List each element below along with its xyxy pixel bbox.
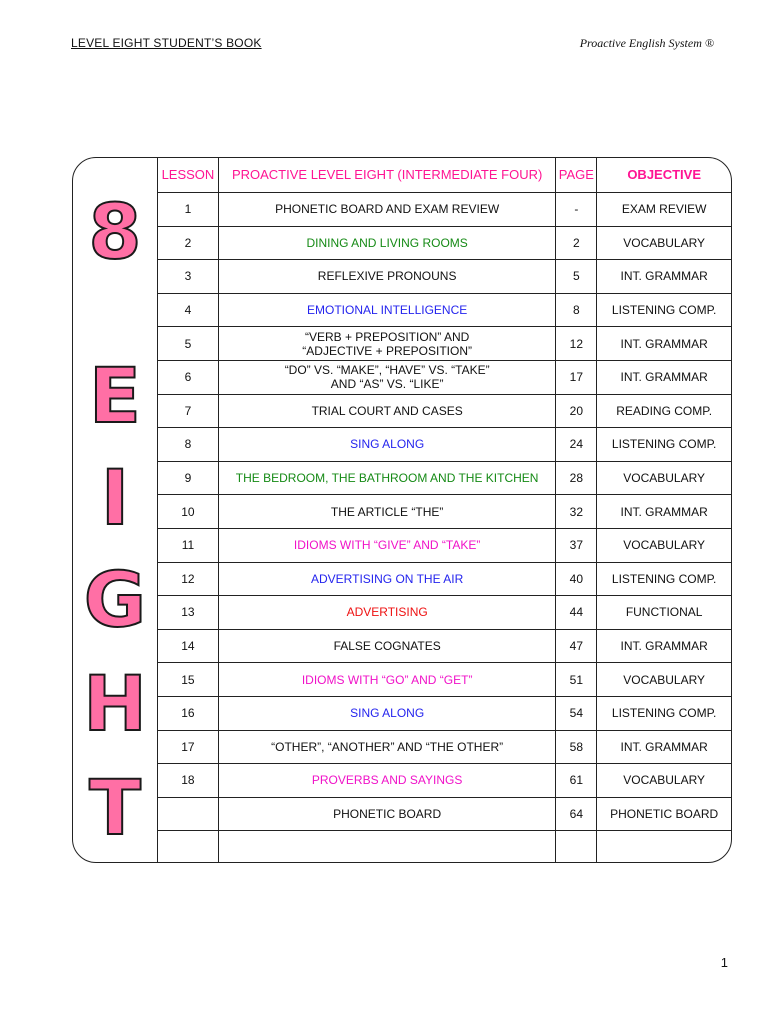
page-ref: 5 [556,260,597,294]
page-ref: 58 [556,730,597,764]
lesson-title [218,428,556,462]
lesson-number: 12 [158,562,219,596]
lesson-title [218,193,556,227]
lesson-title [218,461,556,495]
lesson-title [218,696,556,730]
lesson-title-line: FALSE COGNATES [333,639,441,654]
page-ref: 28 [556,461,597,495]
page-ref: 37 [556,528,597,562]
table-row [158,461,732,495]
table-row [158,764,732,798]
lesson-title-line: ADVERTISING [346,605,428,620]
lesson-title [218,260,556,294]
lesson-objective: VOCABULARY [597,764,731,798]
table-row [158,562,732,596]
page-ref: 51 [556,663,597,697]
lesson-number: 17 [158,730,219,764]
lesson-number: 15 [158,663,219,697]
page-ref: 64 [556,797,597,831]
lesson-objective: INT. GRAMMAR [597,327,731,361]
table-row [158,831,732,863]
table-row [158,394,732,428]
lesson-number: 13 [158,596,219,630]
lesson-title-line: IDIOMS WITH “GIVE” AND “TAKE” [293,538,481,553]
lesson-number: 3 [158,260,219,294]
lesson-title-line: SING ALONG [350,706,425,721]
lesson-objective: INT. GRAMMAR [597,495,731,529]
page-ref: 8 [556,293,597,327]
page-ref: - [556,193,597,227]
header-objective: OBJECTIVE [597,158,731,193]
page-ref: 32 [556,495,597,529]
page-ref: 2 [556,226,597,260]
lesson-objective: INT. GRAMMAR [597,629,731,663]
table-row [158,797,732,831]
lesson-title-line: REFLEXIVE PRONOUNS [317,269,457,284]
lesson-title-line: THE BEDROOM, THE BATHROOM AND THE KITCHEN [235,471,539,486]
lesson-title-line: PHONETIC BOARD AND EXAM REVIEW [275,202,500,217]
lesson-title-line: “ADJECTIVE + PREPOSITION” [302,343,472,358]
table-of-contents [157,158,731,863]
lesson-objective: PHONETIC BOARD [597,797,731,831]
lesson-objective: VOCABULARY [597,461,731,495]
lesson-objective: EXAM REVIEW [597,193,731,227]
document-header-title: LEVEL EIGHT STUDENT’S BOOK [71,36,262,50]
side-letter-e: E [89,351,141,440]
lesson-title [218,327,556,361]
document-header-brand: Proactive English System ® [579,36,714,50]
lesson-objective: VOCABULARY [597,663,731,697]
page-ref: 47 [556,629,597,663]
lesson-title-line: ADVERTISING ON THE AIR [311,571,464,586]
lesson-title-line: TRIAL COURT AND CASES [311,403,463,418]
table-row [158,730,732,764]
lesson-objective: LISTENING COMP. [597,293,731,327]
lesson-objective: VOCABULARY [597,528,731,562]
lesson-number: 6 [158,360,219,394]
lesson-number: 11 [158,528,219,562]
lesson-title [218,360,556,394]
lesson-number: 18 [158,764,219,798]
lesson-number: 2 [158,226,219,260]
header-title: PROACTIVE LEVEL EIGHT (INTERMEDIATE FOUR) [218,158,556,193]
lesson-objective: INT. GRAMMAR [597,260,731,294]
page-number: 1 [720,955,728,970]
lesson-title-line: PHONETIC BOARD [333,806,442,821]
side-letter-8: 8 [88,187,142,276]
lesson-title [218,797,556,831]
page-ref: 40 [556,562,597,596]
lesson-number: 9 [158,461,219,495]
lesson-title-line: “VERB + PREPOSITION” AND [304,329,470,344]
lesson-title-line: IDIOMS WITH “GO” AND “GET” [301,672,473,687]
lesson-objective: INT. GRAMMAR [597,360,731,394]
table-row [158,260,732,294]
lesson-title-line: THE ARTICLE “THE” [330,504,444,519]
header-lesson: LESSON [158,158,219,193]
lesson-title [218,394,556,428]
table-row [158,629,732,663]
lesson-number [158,831,219,863]
contents-card [72,157,732,863]
table-row [158,226,732,260]
page-ref [556,831,597,863]
side-letter-g: G [83,555,147,644]
lesson-title [218,293,556,327]
page-ref: 20 [556,394,597,428]
lesson-objective: LISTENING COMP. [597,562,731,596]
lesson-title [218,629,556,663]
table-row [158,663,732,697]
table-row [158,696,732,730]
lesson-title-line: “DO” VS. “MAKE”, “HAVE” VS. “TAKE” [284,363,490,378]
page-ref: 54 [556,696,597,730]
table-row [158,428,732,462]
lesson-number: 8 [158,428,219,462]
lesson-objective: VOCABULARY [597,226,731,260]
lesson-number [158,797,219,831]
page-ref: 24 [556,428,597,462]
lesson-title [218,596,556,630]
lesson-title-line: DINING AND LIVING ROOMS [306,235,468,250]
lesson-title [218,831,556,863]
page-ref: 61 [556,764,597,798]
table-row [158,495,732,529]
lesson-title [218,528,556,562]
side-letter-h: H [83,659,147,748]
lesson-title [218,495,556,529]
lesson-objective: LISTENING COMP. [597,696,731,730]
level-title-vertical [73,158,157,862]
lesson-title-line: PROVERBS AND SAYINGS [311,773,463,788]
lesson-objective: READING COMP. [597,394,731,428]
lesson-number: 7 [158,394,219,428]
table-header-row [158,158,732,193]
lesson-objective: LISTENING COMP. [597,428,731,462]
lesson-objective [597,831,731,863]
lesson-objective: INT. GRAMMAR [597,730,731,764]
table-row [158,596,732,630]
side-letter-i: I [100,453,130,542]
side-letter-t: T [89,763,141,852]
table-row [158,293,732,327]
page-ref: 17 [556,360,597,394]
lesson-number: 1 [158,193,219,227]
page-ref: 12 [556,327,597,361]
lesson-title [218,226,556,260]
lesson-objective: FUNCTIONAL [597,596,731,630]
table-row [158,528,732,562]
table-row [158,327,732,361]
header-page: PAGE [556,158,597,193]
lesson-title-line: SING ALONG [350,437,425,452]
lesson-number: 14 [158,629,219,663]
lesson-title-line: “OTHER”, “ANOTHER” AND “THE OTHER” [271,739,504,754]
lesson-title [218,764,556,798]
lesson-number: 10 [158,495,219,529]
lesson-number: 5 [158,327,219,361]
table-row [158,360,732,394]
lesson-title-line: AND “AS” VS. “LIKE” [330,377,444,392]
lesson-number: 4 [158,293,219,327]
lesson-title-line: EMOTIONAL INTELLIGENCE [307,303,468,318]
lesson-number: 16 [158,696,219,730]
lesson-title [218,562,556,596]
lesson-title [218,663,556,697]
table-row [158,193,732,227]
lesson-title [218,730,556,764]
page-ref: 44 [556,596,597,630]
